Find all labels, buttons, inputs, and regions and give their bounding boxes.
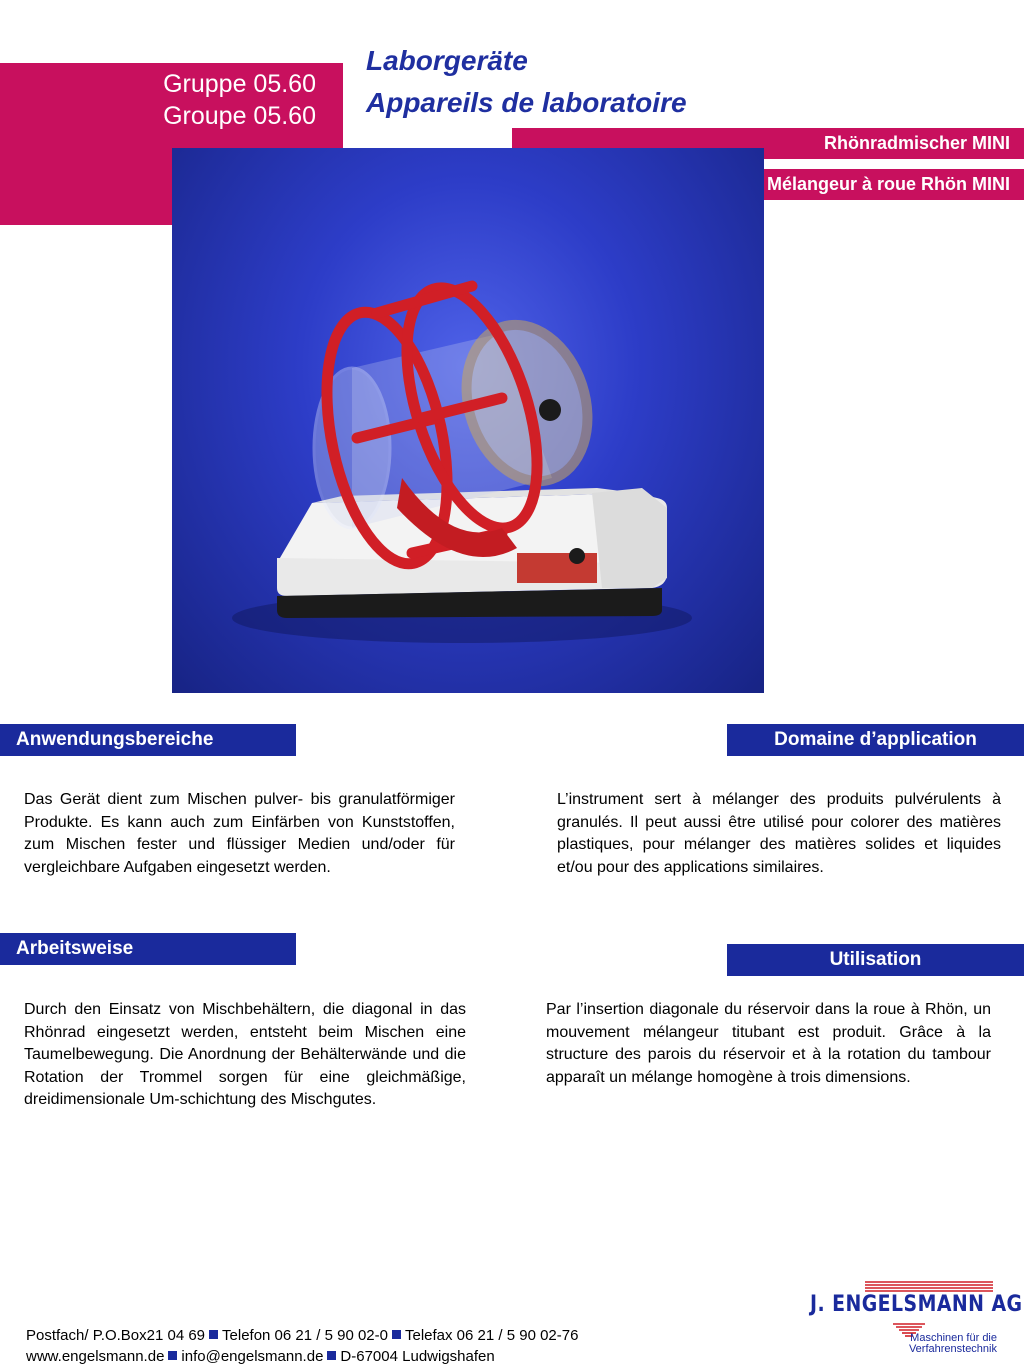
product-photo	[172, 148, 764, 693]
page-title-fr: Appareils de laboratoire	[366, 87, 687, 118]
section-heading-anwendungsbereiche: Anwendungsbereiche	[0, 724, 296, 756]
group-number-fr: Groupe 05.60	[163, 102, 316, 130]
product-name-fr: Mélangeur à roue Rhön MINI	[766, 174, 1010, 194]
footer-postfach: Postfach/ P.O.Box21 04 69	[26, 1327, 206, 1344]
footer-email-link[interactable]: info@engelsmann.de	[181, 1348, 324, 1365]
footer-contact-line	[26, 1327, 578, 1344]
square-bullet-icon	[209, 1330, 218, 1339]
page-title-de: Laborgeräte	[366, 45, 528, 76]
mixer-illustration	[172, 148, 764, 693]
section-heading-arbeitsweise: Arbeitsweise	[0, 933, 296, 965]
footer-address: D-67004 Ludwigshafen	[340, 1348, 495, 1365]
footer-website-link[interactable]: www.engelsmann.de	[26, 1348, 165, 1365]
section-heading-domaine: Domaine d’application	[727, 724, 1024, 756]
group-number-de: Gruppe 05.60	[163, 70, 316, 98]
footer-telefon: Telefon 06 21 / 5 90 02-0	[222, 1327, 388, 1344]
product-name-de: Rhönradmischer MINI	[823, 133, 1010, 153]
footer-telefax: Telefax 06 21 / 5 90 02-76	[404, 1327, 579, 1344]
square-bullet-icon	[168, 1351, 177, 1360]
utilisation-text: Par l’insertion diagonale du réservoir dans la roue à Rhön, un mouvement mélangeur titubant est produit. Grâce à la structure des parois du réservoir et à la rotation du tambour apparaît un mélange homogène à trois dimensions.	[546, 1001, 991, 1086]
logo-tagline-2: Verfahrenstechnik	[908, 1343, 997, 1355]
domaine-text: L’instrument sert à mélanger des produits pulvérulents à granulés. Il peut aussi être utilisé pour colorer des matières plastiques, pour mélanger des matières solides et liquides et/ou pour des applications similaires.	[557, 791, 1001, 876]
square-bullet-icon	[327, 1351, 336, 1360]
section-heading-utilisation: Utilisation	[727, 944, 1024, 976]
footer-web-line	[26, 1348, 495, 1365]
arbeitsweise-text: Durch den Einsatz von Mischbehältern, die diagonal in das Rhönrad eingesetzt werden, entsteht beim Mischen eine Taumelbewegung. Die Anordnung der Behälterwände und die Rotation der Trommel sorgen für eine gleichmäßige, dreidimensionale Um-schichtung des Mischgutes.	[24, 1001, 466, 1108]
company-logo	[807, 1280, 1023, 1365]
anwendungsbereiche-text: Das Gerät dient zum Mischen pulver- bis granulatförmiger Produkte. Es kann auch zum Einfärben von Kunststoffen, zum Mischen fester und flüssiger Medien und/oder für vergleichbare Aufgaben eingesetzt werden.	[24, 791, 455, 876]
logo-wordmark: J. ENGELSMANN AG	[810, 1292, 1023, 1317]
square-bullet-icon	[392, 1330, 401, 1339]
logo-tagline-1: Maschinen für die	[910, 1332, 997, 1344]
